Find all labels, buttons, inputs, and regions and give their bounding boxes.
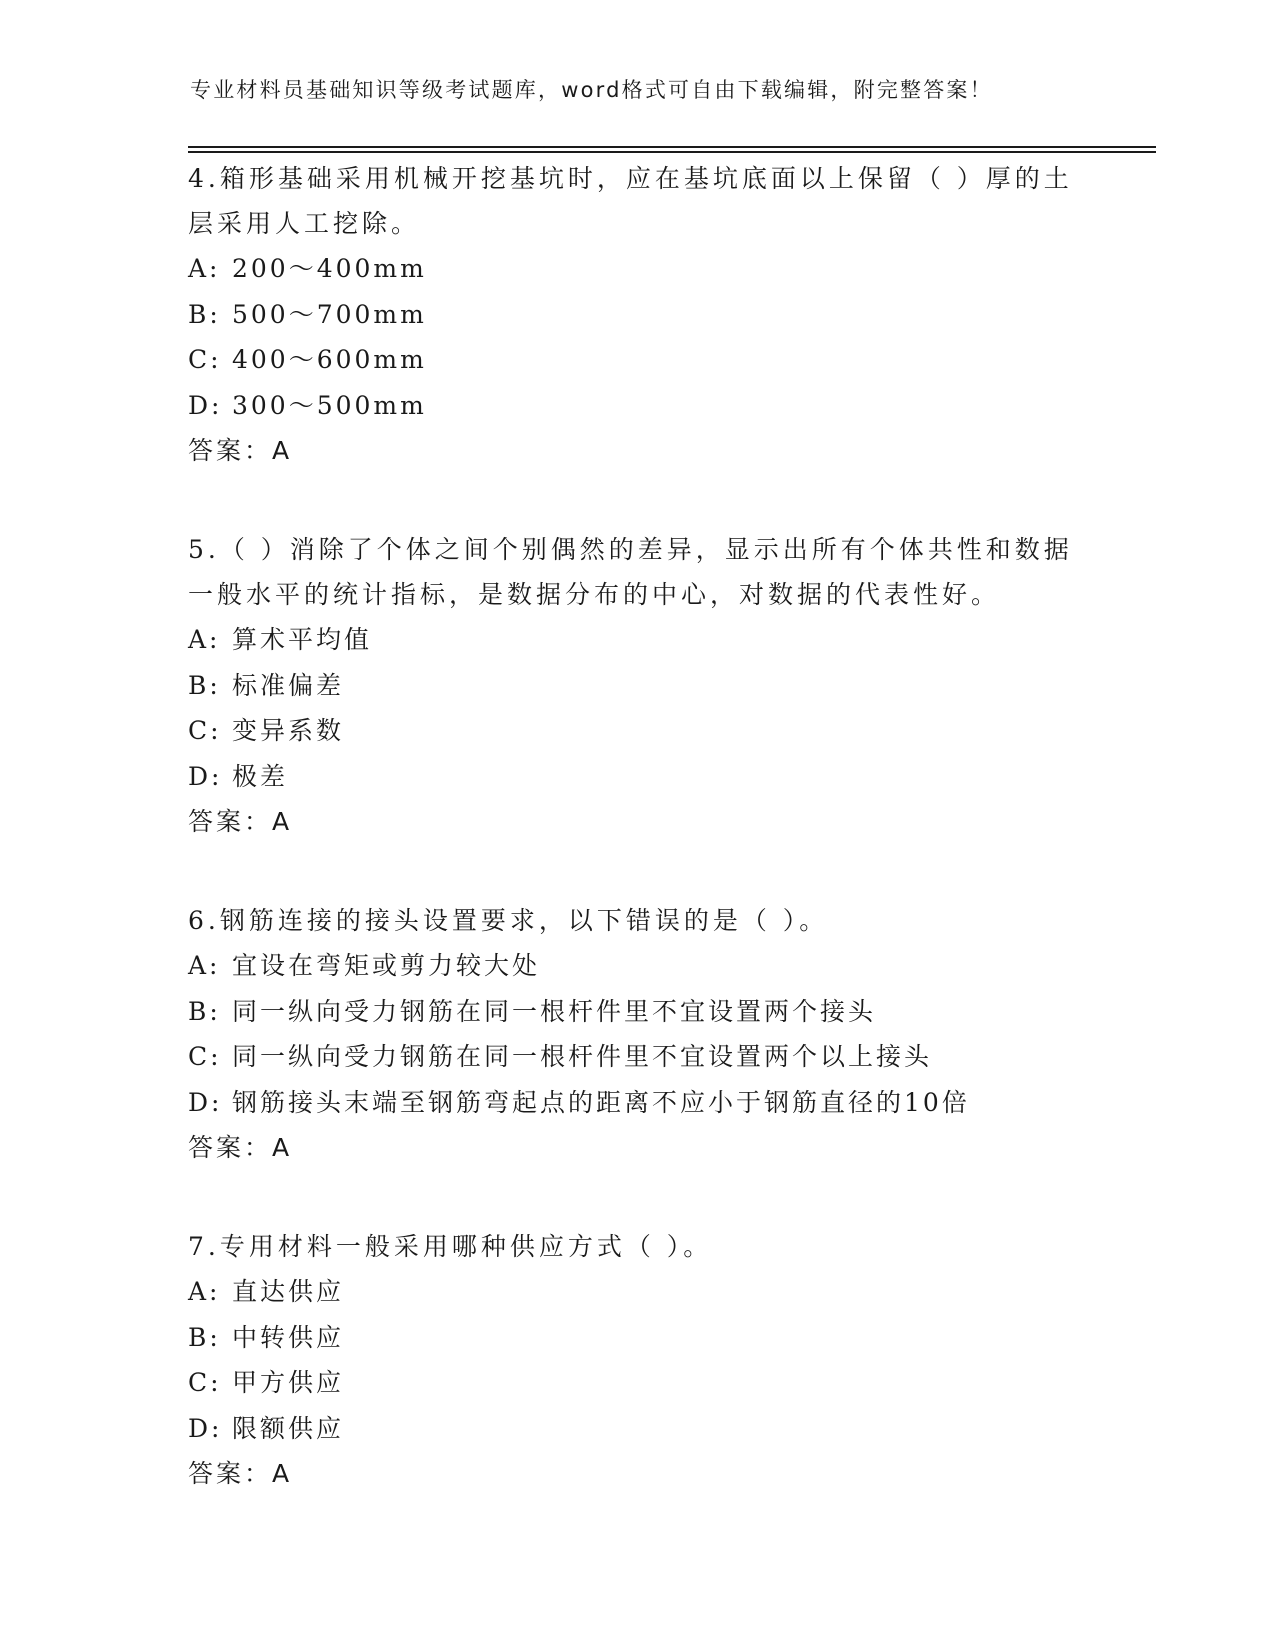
option-letter: C: xyxy=(188,345,222,374)
option-letter: A: xyxy=(188,254,221,283)
option-letter: A: xyxy=(188,625,221,654)
option-d xyxy=(188,1406,1088,1452)
option-c xyxy=(188,708,1088,754)
option-letter: D: xyxy=(188,761,223,791)
question-stem: 4.箱形基础采用机械开挖基坑时，应在基坑底面以上保留（ ）厚的土层采用人工挖除。 xyxy=(188,164,1073,238)
option-a xyxy=(188,617,1088,663)
option-c xyxy=(188,1034,1088,1080)
answer-line: 答案：A xyxy=(188,436,293,465)
page-header: 专业材料员基础知识等级考试题库，word格式可自由下载编辑，附完整答案！ xyxy=(190,78,993,102)
option-d xyxy=(188,1080,1088,1126)
option-text: 标准偏差 xyxy=(232,670,345,700)
option-letter: D: xyxy=(188,1413,223,1443)
option-letter: A: xyxy=(188,951,221,980)
option-d xyxy=(188,754,1088,800)
option-text: 宜设在弯矩或剪力较大处 xyxy=(232,951,541,980)
option-text: 500～700mm xyxy=(232,299,427,329)
option-letter: D: xyxy=(188,1087,223,1117)
option-b xyxy=(188,292,1088,338)
option-letter: C: xyxy=(188,716,222,745)
question-stem: 6.钢筋连接的接头设置要求，以下错误的是（ ）。 xyxy=(188,906,829,935)
option-text: 同一纵向受力钢筋在同一根杆件里不宜设置两个接头 xyxy=(232,996,877,1026)
question-4 xyxy=(188,156,1088,474)
option-text: 同一纵向受力钢筋在同一根杆件里不宜设置两个以上接头 xyxy=(232,1042,933,1071)
header-divider-bottom xyxy=(188,151,1156,153)
header-divider-top xyxy=(188,146,1156,148)
option-letter: C: xyxy=(188,1368,222,1397)
question-list xyxy=(188,156,1088,1550)
option-letter: C: xyxy=(188,1042,222,1071)
option-text: 极差 xyxy=(232,761,289,791)
option-letter: B: xyxy=(188,299,221,329)
question-7 xyxy=(188,1224,1088,1497)
option-letter: D: xyxy=(188,390,223,420)
option-letter: B: xyxy=(188,670,221,700)
option-b xyxy=(188,663,1088,709)
option-text: 限额供应 xyxy=(232,1413,345,1443)
option-text: 中转供应 xyxy=(232,1322,345,1352)
question-6 xyxy=(188,898,1088,1171)
option-text: 钢筋接头末端至钢筋弯起点的距离不应小于钢筋直径的10倍 xyxy=(232,1087,970,1117)
option-text: 直达供应 xyxy=(232,1277,345,1306)
option-b xyxy=(188,1315,1088,1361)
answer-line: 答案：A xyxy=(188,1459,293,1488)
question-stem: 7.专用材料一般采用哪种供应方式（ ）。 xyxy=(188,1232,713,1261)
option-text: 变异系数 xyxy=(232,716,345,745)
option-text: 400～600mm xyxy=(232,345,427,374)
option-d xyxy=(188,383,1088,429)
option-letter: B: xyxy=(188,996,221,1026)
option-text: 甲方供应 xyxy=(232,1368,345,1397)
option-a xyxy=(188,1269,1088,1315)
option-text: 300～500mm xyxy=(232,390,427,420)
answer-line: 答案：A xyxy=(188,1133,293,1162)
option-b xyxy=(188,989,1088,1035)
option-letter: B: xyxy=(188,1322,221,1352)
option-letter: A: xyxy=(188,1277,221,1306)
option-c xyxy=(188,1360,1088,1406)
question-stem: 5.（ ）消除了个体之间个别偶然的差异，显示出所有个体共性和数据一般水平的统计指标，是数据分布的中心，对数据的代表性好。 xyxy=(188,535,1073,609)
option-a xyxy=(188,943,1088,989)
answer-line: 答案：A xyxy=(188,807,293,836)
option-text: 算术平均值 xyxy=(232,625,373,654)
option-a xyxy=(188,246,1088,292)
option-c xyxy=(188,337,1088,383)
option-text: 200～400mm xyxy=(232,254,427,283)
question-5 xyxy=(188,527,1088,845)
